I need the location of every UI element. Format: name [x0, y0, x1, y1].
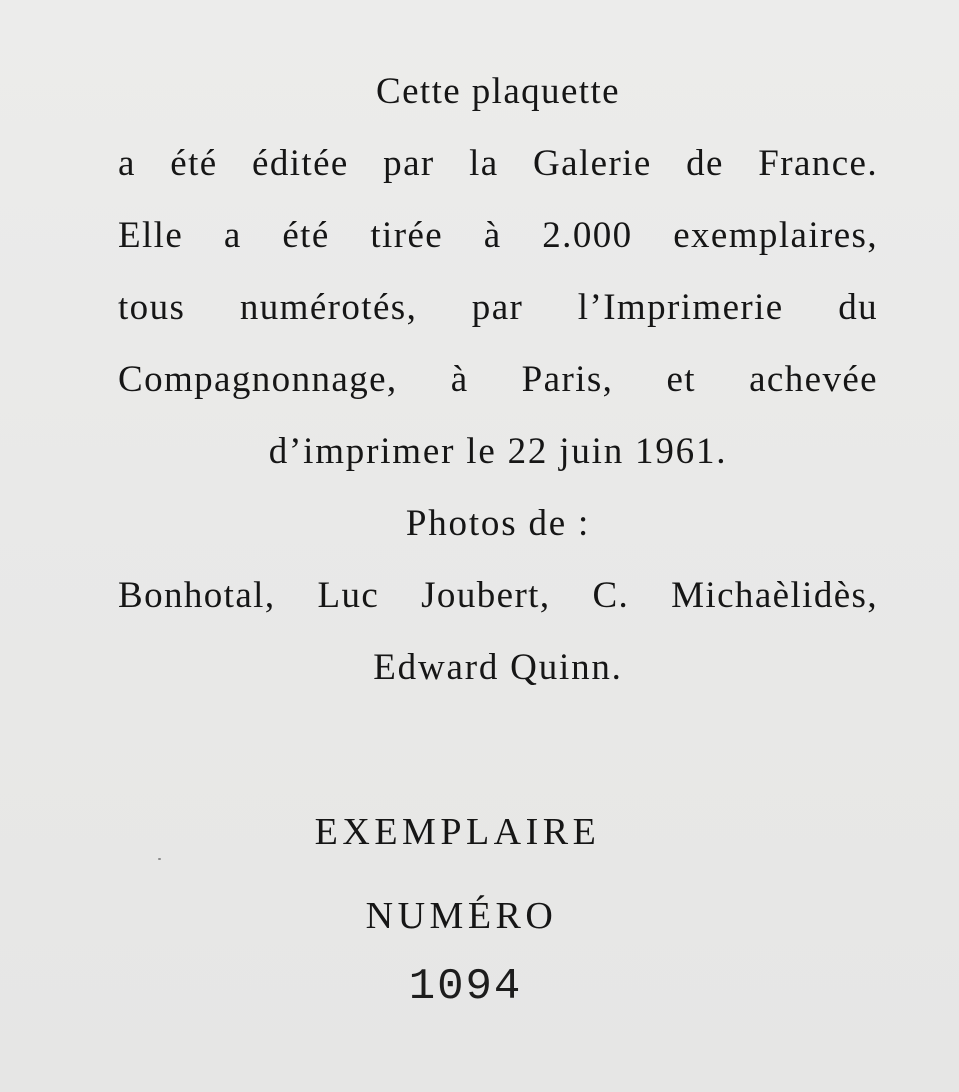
- colophon-line-3: Elle a été tirée à 2.000 exemplaires,: [118, 215, 878, 256]
- colophon-text: [118, 56, 878, 704]
- paper-speck: [158, 858, 161, 860]
- colophon-line-5: Compagnonnage, à Paris, et achevée: [118, 359, 878, 400]
- edition-label-numero: NUMÉRO: [365, 895, 558, 937]
- edition-label-exemplaire: EXEMPLAIRE: [314, 811, 601, 853]
- edition-stamp-number: 1094: [408, 962, 523, 1012]
- colophon-line-6: d’imprimer le 22 juin 1961.: [268, 431, 728, 472]
- photo-credits-line-1: Bonhotal, Luc Joubert, C. Michaèlidès,: [118, 575, 878, 616]
- colophon-line-4: tous numérotés, par l’Imprimerie du: [118, 287, 878, 328]
- photo-credits-heading: Photos de :: [405, 503, 591, 544]
- colophon-line-2: a été éditée par la Galerie de France.: [118, 143, 878, 184]
- colophon-line-1: Cette plaquette: [376, 71, 620, 112]
- photo-credits-line-2: Edward Quinn.: [373, 647, 623, 688]
